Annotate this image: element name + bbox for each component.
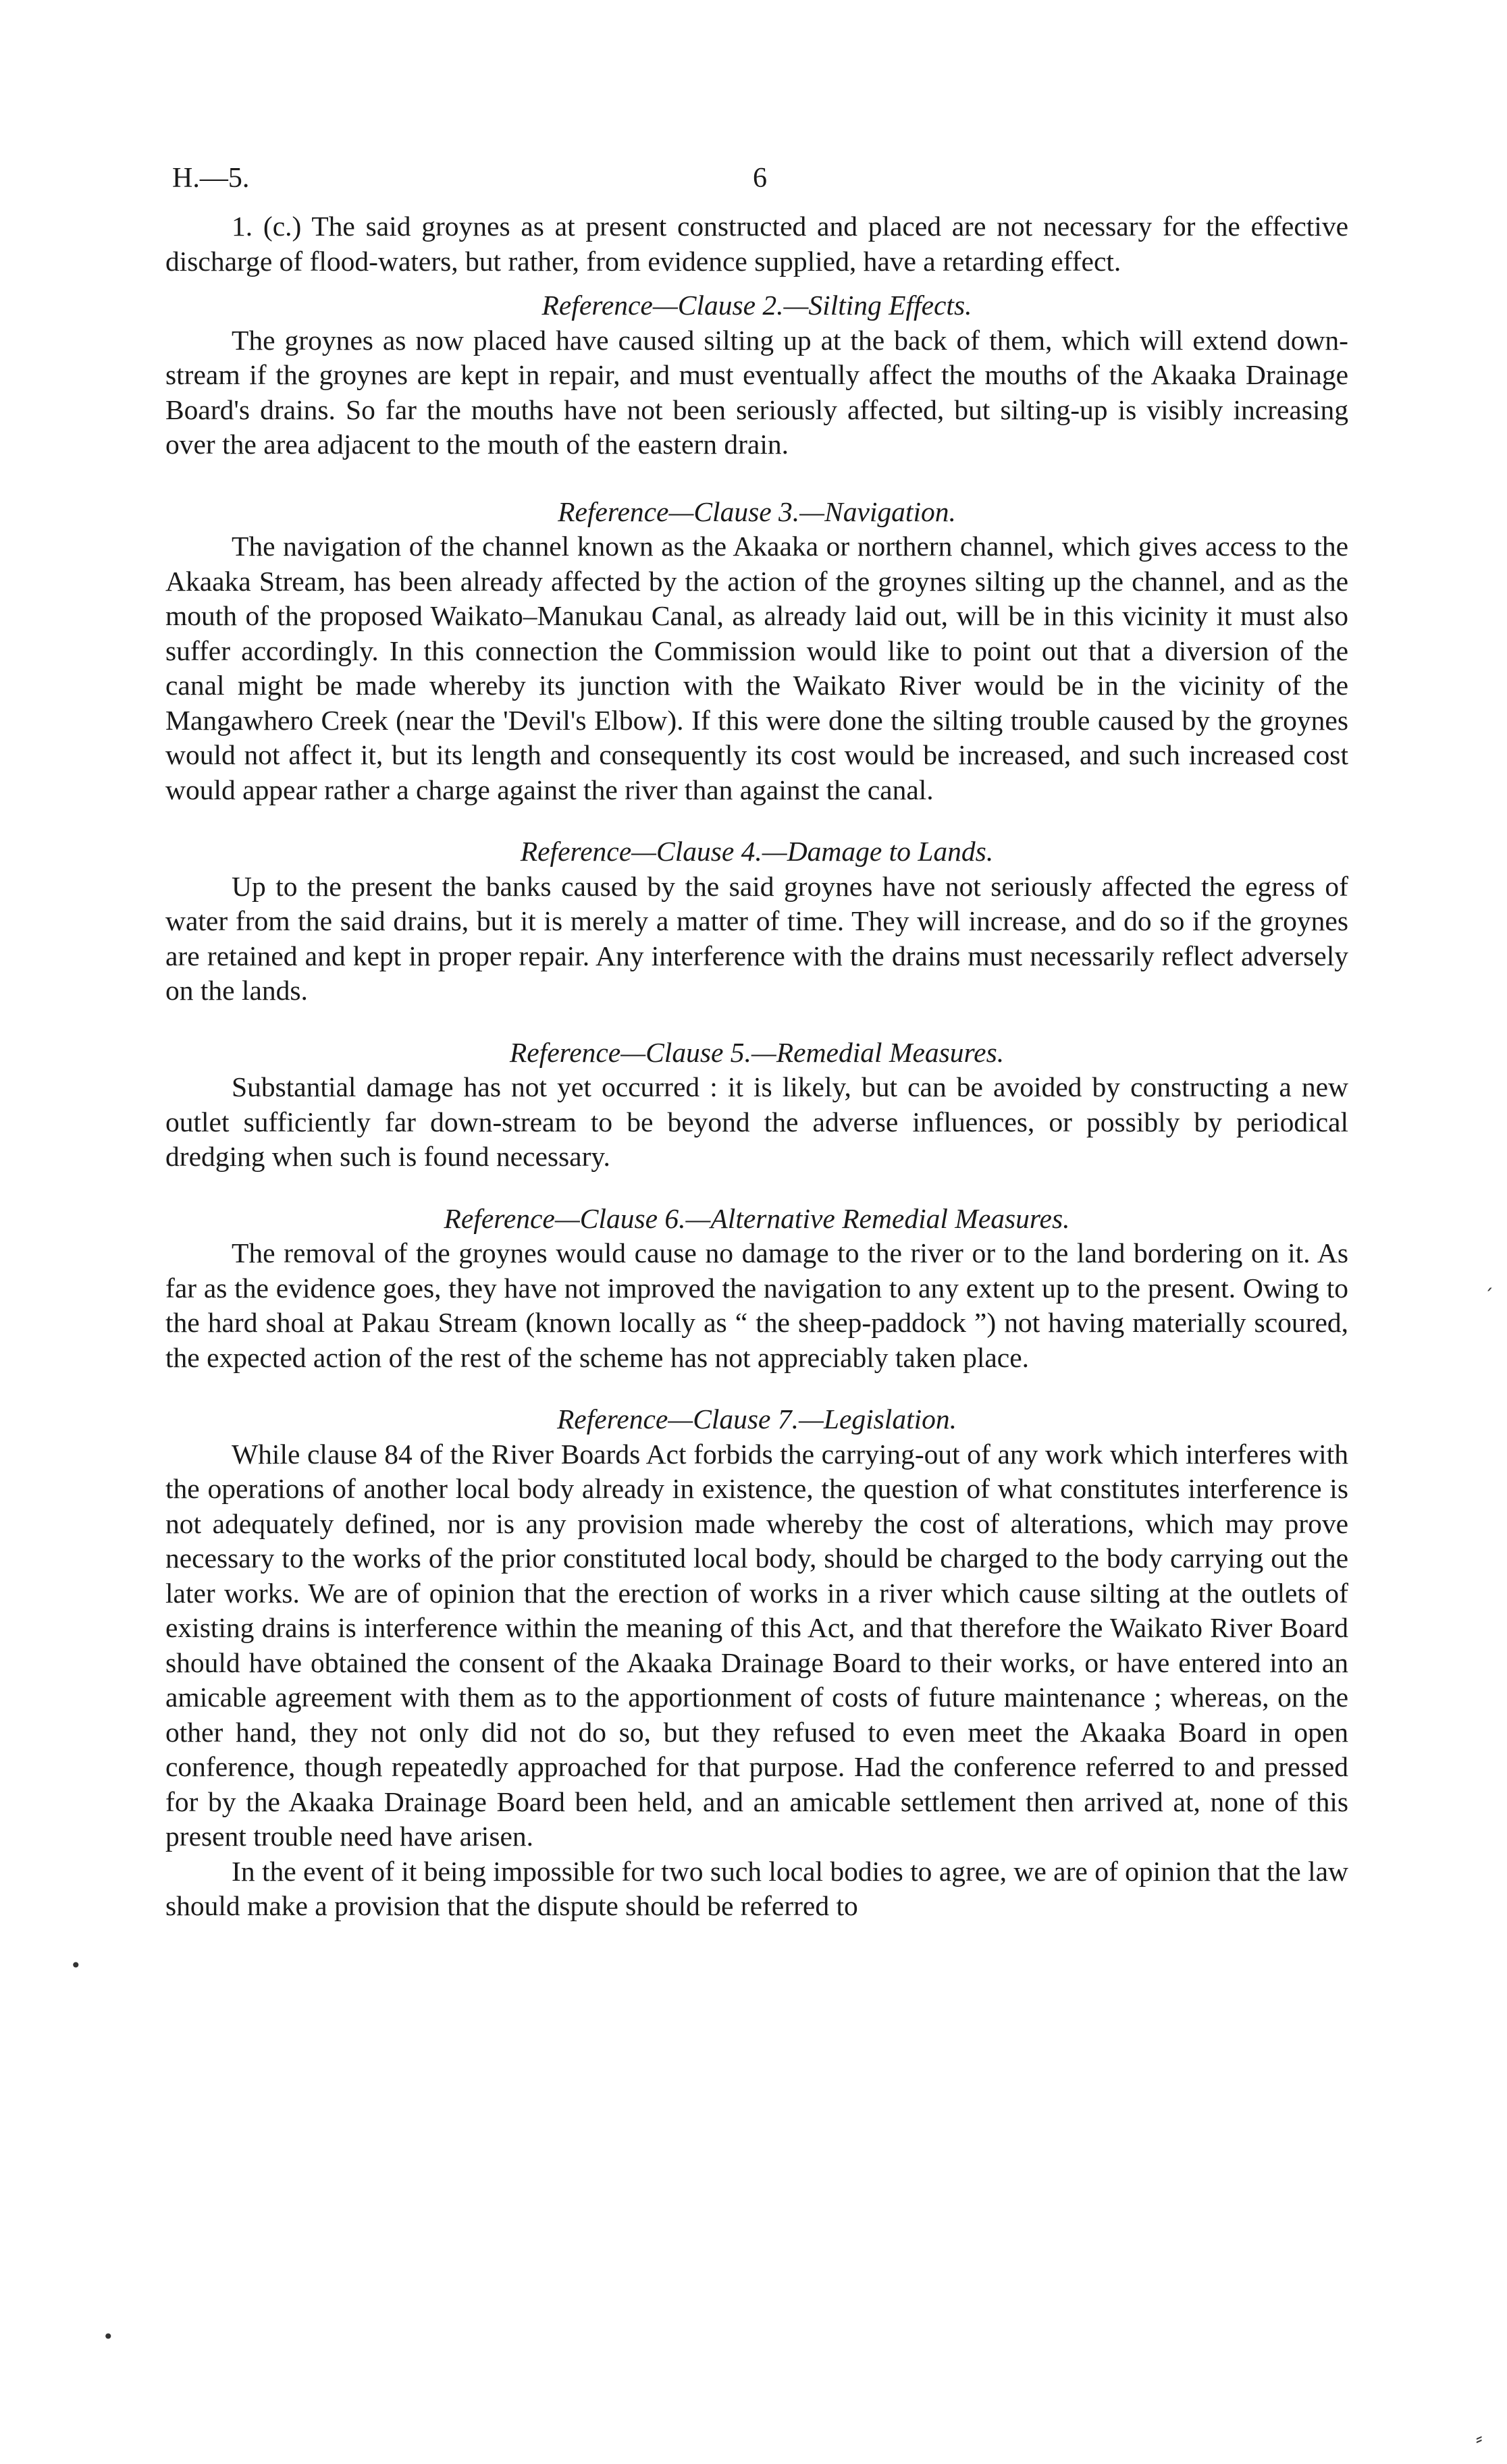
paragraph-legislation-continued: In the event of it being impossible for two such local bodies to agree, we are of opinion that the law should make a provision that the dispute should be referred to (165, 1855, 1348, 1921)
paragraph-legislation: While clause 84 of the River Boards Act forbids the carrying-out of any work which interferes with the operations of another local body already in existence, the question of what constitutes interference is not adequately defined, nor is any provision made whereby the cost of alterations, which may prove necessary to the works of the prior constituted local body, should be charged to the body carrying out the later works. We are of opinion that the erection of works in a river which cause silting at the outlets of existing drains is interference within the meaning of this Act, and that therefore the Waikato River Board should have obtained the consent of the Akaaka Drainage Board to their works, or have entered into an amicable agreement with them as to the apportionment of costs of future maintenance ; whereas, on the other hand, they not only did not do so, but they refused to even meet the Akaaka Board in open conference, though repeatedly approached for that purpose. Had the conference referred to and pressed for by the Akaaka Drainage Board been held, and an amicable settlement then arrived at, none of this present trouble need have arisen. (165, 1438, 1348, 1852)
margin-dot-left-1: • (70, 1954, 82, 1977)
margin-dot-left-2: • (103, 2326, 114, 2348)
page-number: 6 (753, 163, 767, 194)
paragraph-damage-to-lands: Up to the present the banks caused by the said groynes have not seriously affected the egress of water from the said drains, but it is merely a matter of time. They will increase, and do so if the groynes are retained and kept in proper repair. Any interference with the drains must necessarily reflect adversely on the lands. (165, 870, 1348, 1006)
heading-clause-7: Reference—Clause 7.—Legislation. (556, 1403, 957, 1435)
paragraph-remedial-measures: Substantial damage has not yet occurred : it is likely, but can be avoided by constructing a new outlet sufficiently far down-stream to be beyond the adverse influences, or possibly by periodical dredging when such is found necessary. (165, 1071, 1348, 1172)
paragraph-navigation: The navigation of the channel known as the Akaaka or northern channel, which gives access to the Akaaka Stream, has been already affected by the action of the groynes silting up the channel, and as the mouth of the proposed Waikato–Manukau Canal, as already laid out, will be in this vicinity it must also suffer accordingly. In this connection the Commission would like to point out that a diversion of the canal might be made whereby its junction with the Waikato River would be in the vicinity of the Mangawhero Creek (near the 'Devil's Elbow). If this were done the silting trouble caused by the groynes would not affect it, but its length and consequently its cost would be increased, and such increased cost would appear rather a charge against the river than against the canal. (165, 531, 1348, 805)
paragraph-clause-1c: 1. (c.) The said groynes as at present constructed and placed are not necessary for the effective discharge of flood-waters, but rather, from evidence supplied, have a retarding effect. (165, 211, 1348, 277)
heading-clause-5: Reference—Clause 5.—Remedial Measures. (509, 1036, 1005, 1068)
margin-speck-bottom-right: ⸗ (1476, 2427, 1483, 2449)
document-reference: H.—5. (172, 163, 250, 194)
heading-clause-2: Reference—Clause 2.—Silting Effects. (541, 290, 972, 321)
paragraph-alternative-remedial-measures: The removal of the groynes would cause no damage to the river or to the land bordering on it. As far as the evidence goes, they have not improved the navigation to any extent up to the present. Owing to the hard shoal at Pakau Stream (known locally as “ the sheep-paddock ”) not having materially scoured, the expected action of the rest of the scheme has not appreciably taken place. (165, 1237, 1348, 1373)
margin-speck-right: ˏ (1484, 1269, 1493, 1291)
document-page (165, 162, 1348, 1924)
heading-clause-3: Reference—Clause 3.—Navigation. (558, 496, 956, 527)
heading-clause-6: Reference—Clause 6.—Alternative Remedial Measures. (444, 1202, 1070, 1234)
paragraph-silting-effects: The groynes as now placed have caused silting up at the back of them, which will extend down-stream if the groynes are kept in repair, and must eventually affect the mouths of the Akaaka Drainage Board's drains. So far the mouths have not been seriously affected, but silting-up is visibly increasing over the area adjacent to the mouth of the eastern drain. (165, 324, 1348, 460)
page-header (165, 162, 1348, 209)
heading-clause-4: Reference—Clause 4.—Damage to Lands. (520, 836, 994, 867)
